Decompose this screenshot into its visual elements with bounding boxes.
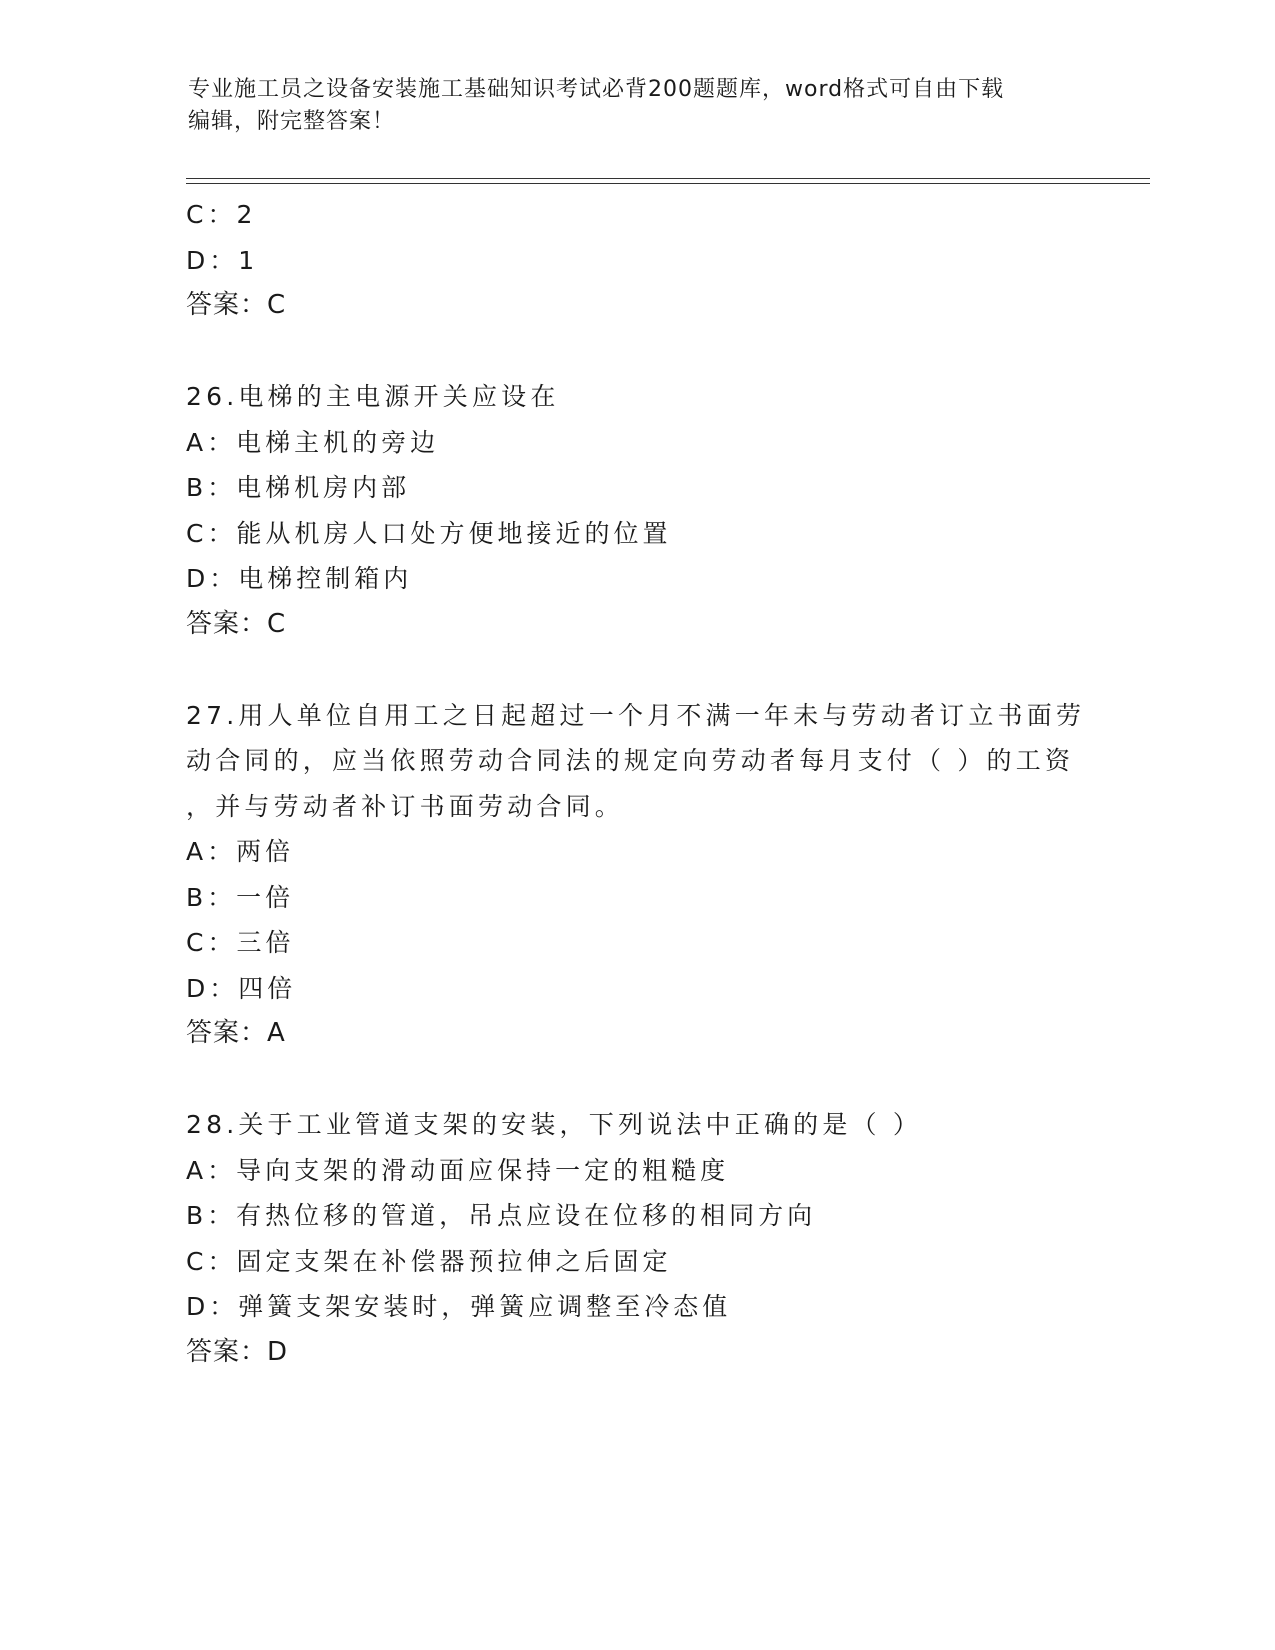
- question-text: 26.电梯的主电源开关应设在: [186, 382, 560, 411]
- answer-line: 答案：D: [186, 1336, 289, 1367]
- answer-line: 答案：C: [186, 608, 287, 639]
- header-line-1: 专业施工员之设备安装施工基础知识考试必背200题题库，word格式可自由下载: [188, 77, 1005, 102]
- option-d: D：1: [186, 245, 259, 275]
- option-c: C：能从机房人口处方便地接近的位置: [186, 518, 672, 548]
- question-25-tail: [186, 192, 1086, 329]
- question-28: [186, 1102, 1086, 1375]
- option-d: D：弹簧支架安装时，弹簧应调整至冷态值: [186, 1292, 732, 1321]
- option-a: A：两倍: [186, 837, 295, 866]
- question-list: [186, 192, 1086, 1375]
- option-c: C：三倍: [186, 928, 295, 957]
- question-text: 28.关于工业管道支架的安装，下列说法中正确的是（ ）: [186, 1110, 923, 1139]
- answer-line: 答案：C: [186, 290, 287, 320]
- spacer: [186, 1057, 1086, 1103]
- option-b: B：有热位移的管道，吊点应设在位移的相同方向: [186, 1201, 817, 1230]
- option-c: C：2: [186, 200, 257, 229]
- header-line-2: 编辑，附完整答案！: [188, 109, 396, 134]
- option-a: A：电梯主机的旁边: [186, 427, 440, 457]
- option-a: A：导向支架的滑动面应保持一定的粗糙度: [186, 1155, 730, 1185]
- option-b: B：电梯机房内部: [186, 473, 411, 502]
- answer-line: 答案：A: [186, 1018, 286, 1048]
- spacer: [186, 329, 1086, 375]
- option-d: D：电梯控制箱内: [186, 564, 413, 593]
- question-text-line-3: ，并与劳动者补订书面劳动合同。: [186, 791, 625, 821]
- header-rule-bottom: [186, 183, 1150, 184]
- header-rule-top: [186, 178, 1150, 179]
- question-text-line-2: 动合同的，应当依照劳动合同法的规定向劳动者每月支付（ ）的工资: [186, 746, 1075, 775]
- spacer: [186, 647, 1086, 693]
- option-b: B：一倍: [186, 882, 295, 912]
- page-header: [188, 74, 1088, 138]
- option-c: C：固定支架在补偿器预拉伸之后固定: [186, 1246, 672, 1276]
- question-26: [186, 374, 1086, 647]
- question-text-line-1: 27.用人单位自用工之日起超过一个月不满一年未与劳动者订立书面劳: [186, 700, 1086, 730]
- option-d: D：四倍: [186, 973, 297, 1003]
- question-27: [186, 693, 1086, 1057]
